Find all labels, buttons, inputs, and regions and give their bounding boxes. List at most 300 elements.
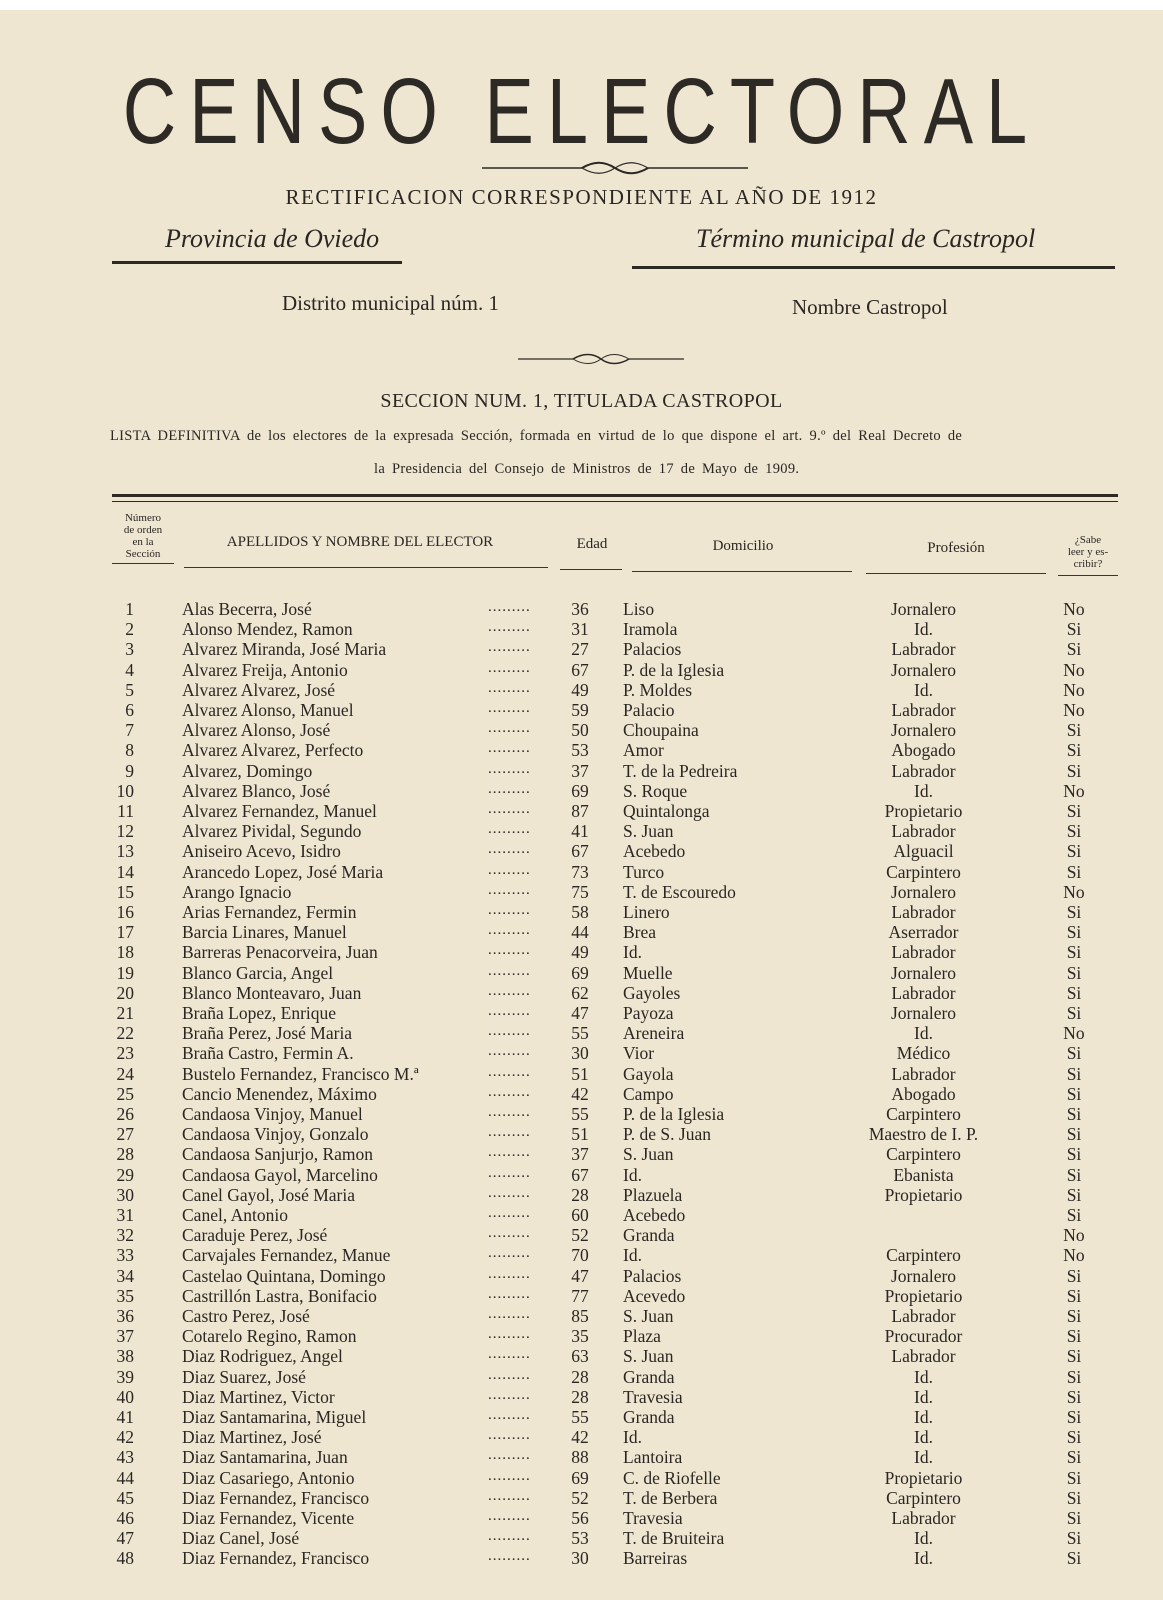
cell-age: 49: [571, 942, 589, 963]
cell-age: 47: [571, 1265, 589, 1286]
cell-dom: Palacios: [623, 639, 682, 660]
header-underline-nombre: [184, 567, 548, 568]
dot-leader: .........: [488, 1083, 531, 1100]
cell-prof: Ebanista: [893, 1164, 954, 1185]
cell-prof: Jornalero: [890, 599, 957, 619]
cell-num: 39: [116, 1366, 134, 1387]
cell-name: Barreras Penacorveira, Juan: [182, 942, 378, 963]
dot-leader: .........: [488, 679, 531, 696]
cell-sabe: Si: [1066, 861, 1082, 882]
provincia-label: Provincia de Oviedo: [165, 224, 380, 253]
cell-prof: Abogado: [891, 740, 956, 761]
cell-age: 28: [571, 1386, 589, 1407]
cell-dom: P. de la Iglesia: [623, 1104, 725, 1124]
cell-prof: Maestro de I. P.: [868, 1124, 979, 1145]
cell-prof: Labrador: [891, 1306, 956, 1326]
cell-num: 47: [116, 1528, 134, 1549]
cell-name: Alonso Mendez, Ramon: [182, 619, 353, 640]
cell-sabe: Si: [1066, 821, 1082, 842]
cell-sabe: Si: [1066, 1306, 1082, 1326]
cell-sabe: No: [1063, 659, 1085, 680]
cell-num: 29: [116, 1164, 134, 1185]
cell-num: 24: [116, 1063, 134, 1084]
cell-num: 46: [116, 1508, 134, 1528]
cell-dom: Travesia: [623, 1508, 683, 1528]
cell-dom: Brea: [623, 922, 657, 943]
header-domicilio: Domicilio: [712, 538, 774, 554]
dot-leader: .........: [488, 1508, 531, 1524]
cell-prof: Jornalero: [890, 659, 957, 680]
cell-age: 53: [571, 740, 589, 761]
cell-sabe: Si: [1066, 801, 1082, 821]
header-underline-edad: [560, 569, 622, 570]
dot-leader: .........: [488, 700, 531, 716]
dot-leader: .........: [488, 881, 531, 898]
cell-sabe: Si: [1066, 1467, 1082, 1488]
cell-prof: Jornalero: [890, 1003, 957, 1023]
table-top-rule-thick: [112, 494, 1118, 497]
cell-dom: Vior: [623, 1043, 655, 1064]
cell-sabe: Si: [1066, 1386, 1082, 1407]
cell-name: Braña Lopez, Enrique: [182, 1003, 337, 1023]
cell-name: Arias Fernandez, Fermin: [182, 902, 357, 922]
cell-sabe: Si: [1066, 1285, 1082, 1306]
dot-leader: .........: [488, 1245, 531, 1262]
cell-name: Arango Ignacio: [182, 881, 292, 902]
dot-leader: .........: [488, 1205, 531, 1221]
cell-name: Diaz Fernandez, Vicente: [182, 1508, 355, 1528]
cell-dom: Choupaina: [623, 720, 699, 741]
cell-num: 21: [116, 1003, 134, 1023]
cell-prof: Labrador: [891, 639, 956, 660]
document-title: CENSO ELECTORAL: [122, 59, 1041, 163]
cell-name: Alvarez, Domingo: [182, 760, 313, 781]
cell-age: 55: [571, 1023, 589, 1044]
cell-num: 40: [116, 1386, 134, 1407]
cell-name: Castrillón Lastra, Bonifacio: [182, 1285, 377, 1306]
cell-age: 67: [571, 659, 589, 680]
cell-age: 62: [571, 982, 589, 1003]
cell-dom: S. Roque: [623, 780, 688, 801]
cell-num: 25: [116, 1083, 134, 1104]
cell-prof: Labrador: [891, 902, 956, 922]
cell-name: Alvarez Miranda, José Maria: [182, 639, 387, 660]
cell-prof: Labrador: [891, 821, 956, 842]
cell-dom: Id.: [623, 1164, 642, 1185]
cell-num: 28: [116, 1144, 134, 1165]
cell-dom: Gayoles: [623, 982, 681, 1003]
cell-num: 6: [125, 700, 134, 720]
cell-name: Barcia Linares, Manuel: [182, 922, 347, 943]
cell-age: 67: [571, 841, 589, 862]
cell-age: 88: [571, 1447, 589, 1468]
cell-num: 14: [116, 861, 134, 882]
cell-name: Diaz Santamarina, Miguel: [182, 1407, 367, 1427]
lista-definitiva-line2: la Presidencia del Consejo de Ministros de 17 de Mayo de 1909.: [374, 461, 800, 477]
cell-dom: Acevedo: [623, 1285, 686, 1306]
cell-prof: Id.: [914, 1407, 933, 1427]
dot-leader: .........: [488, 942, 531, 959]
dot-leader: .........: [488, 1487, 531, 1504]
cell-name: Candaosa Sanjurjo, Ramon: [182, 1144, 374, 1165]
cell-num: 38: [116, 1346, 134, 1367]
cell-age: 85: [571, 1306, 589, 1326]
cell-age: 69: [571, 1467, 589, 1488]
document-subtitle: RECTIFICACION CORRESPONDIENTE AL AÑO DE 1912: [285, 185, 878, 209]
dot-leader: .........: [488, 1306, 531, 1322]
cell-prof: Id.: [914, 780, 933, 801]
cell-sabe: Si: [1066, 1326, 1082, 1347]
cell-prof: Labrador: [891, 1063, 956, 1084]
cell-name: Braña Castro, Fermin A.: [182, 1043, 354, 1064]
seccion-heading: SECCION NUM. 1, TITULADA CASTROPOL: [380, 390, 783, 412]
cell-sabe: Si: [1066, 1184, 1082, 1205]
cell-dom: P. Moldes: [623, 679, 693, 700]
cell-name: Blanco Monteavaro, Juan: [182, 982, 362, 1003]
dot-leader: .........: [488, 1265, 531, 1282]
dot-leader: .........: [488, 780, 531, 797]
section-ornament: [518, 353, 684, 365]
census-page: [0, 10, 1163, 1600]
cell-sabe: Si: [1066, 1164, 1082, 1185]
cell-sabe: Si: [1066, 740, 1082, 761]
cell-dom: S. Juan: [623, 1144, 674, 1165]
cell-prof: Carpintero: [886, 1144, 961, 1165]
cell-dom: Travesia: [623, 1386, 683, 1407]
cell-sabe: Si: [1066, 1366, 1082, 1387]
cell-sabe: Si: [1066, 639, 1082, 660]
cell-num: 12: [116, 821, 134, 842]
cell-prof: Abogado: [891, 1083, 956, 1104]
cell-prof: Procurador: [884, 1326, 963, 1347]
cell-name: Cancio Menendez, Máximo: [182, 1083, 377, 1104]
cell-name: Castro Perez, José: [182, 1306, 310, 1326]
cell-num: 3: [125, 639, 134, 660]
cell-name: Alvarez Alonso, José: [182, 720, 331, 741]
cell-dom: Campo: [623, 1083, 674, 1104]
cell-dom: Palacios: [623, 1265, 682, 1286]
cell-sabe: Si: [1066, 942, 1082, 963]
cell-sabe: Si: [1066, 982, 1082, 1003]
cell-dom: Turco: [623, 861, 665, 882]
cell-age: 55: [571, 1407, 589, 1427]
cell-prof: Id.: [914, 1548, 933, 1569]
cell-age: 69: [571, 962, 589, 983]
header-sabe: ¿Sabe leer y es- cribir?: [1067, 534, 1109, 570]
cell-age: 47: [571, 1003, 589, 1023]
cell-prof: Labrador: [891, 982, 956, 1003]
cell-prof: Carpintero: [886, 1104, 961, 1124]
cell-age: 70: [571, 1245, 589, 1266]
cell-prof: Propietario: [884, 801, 963, 821]
dot-leader: .........: [488, 639, 531, 656]
cell-sabe: No: [1063, 700, 1085, 720]
cell-sabe: Si: [1066, 1124, 1082, 1145]
cell-sabe: Si: [1066, 1104, 1082, 1124]
cell-num: 1: [125, 599, 134, 619]
cell-sabe: Si: [1066, 1508, 1082, 1528]
cell-num: 26: [116, 1104, 134, 1124]
cell-prof: Labrador: [891, 1508, 956, 1528]
cell-dom: Palacio: [623, 700, 675, 720]
cell-age: 35: [571, 1326, 589, 1347]
cell-name: Diaz Suarez, José: [182, 1366, 306, 1387]
dot-leader: .........: [488, 1346, 531, 1363]
cell-dom: Linero: [623, 902, 670, 922]
cell-sabe: Si: [1066, 922, 1082, 943]
cell-num: 10: [116, 780, 134, 801]
dot-leader: .........: [488, 902, 531, 918]
cell-name: Diaz Fernandez, Francisco: [182, 1487, 370, 1508]
cell-num: 22: [116, 1023, 134, 1044]
dot-leader: .........: [488, 841, 531, 858]
cell-age: 63: [571, 1346, 589, 1367]
cell-dom: Id.: [623, 942, 642, 963]
cell-sabe: Si: [1066, 1003, 1082, 1023]
table-top-rule-thin: [112, 501, 1118, 502]
cell-prof: Jornalero: [890, 881, 957, 902]
cell-sabe: Si: [1066, 1407, 1082, 1427]
cell-name: Diaz Martinez, Victor: [182, 1386, 335, 1407]
cell-age: 27: [571, 639, 589, 660]
cell-dom: Liso: [623, 599, 655, 619]
cell-dom: Granda: [623, 1407, 675, 1427]
dot-leader: .........: [488, 861, 531, 878]
cell-num: 41: [116, 1407, 134, 1427]
cell-age: 77: [571, 1285, 589, 1306]
cell-sabe: Si: [1066, 1528, 1082, 1549]
cell-dom: Payoza: [623, 1003, 674, 1023]
cell-name: Candaosa Vinjoy, Manuel: [182, 1104, 363, 1124]
cell-prof: Jornalero: [890, 1265, 957, 1286]
cell-sabe: Si: [1066, 902, 1082, 922]
cell-prof: Id.: [914, 1366, 933, 1387]
cell-name: Alvarez Alvarez, José: [182, 679, 336, 700]
dot-leader: .........: [488, 1023, 531, 1040]
cell-num: 44: [116, 1467, 134, 1488]
dot-leader: .........: [488, 821, 531, 838]
cell-age: 52: [571, 1225, 589, 1246]
cell-prof: Propietario: [884, 1467, 963, 1488]
dot-leader: .........: [488, 760, 531, 777]
header-underline-sabe: [1058, 575, 1118, 576]
cell-age: 28: [571, 1366, 589, 1387]
cell-num: 8: [125, 740, 134, 761]
dot-leader: .........: [488, 1104, 531, 1120]
cell-num: 35: [116, 1285, 134, 1306]
cell-age: 51: [571, 1124, 589, 1145]
cell-sabe: Si: [1066, 1083, 1082, 1104]
dot-leader: .........: [488, 982, 531, 999]
dot-leader: .........: [488, 1164, 531, 1181]
cell-num: 15: [116, 881, 134, 902]
cell-name: Caraduje Perez, José: [182, 1225, 328, 1246]
cell-prof: Id.: [914, 1386, 933, 1407]
lista-definitiva-line1: LISTA DEFINITIVA de los electores de la expresada Sección, formada en virtud de lo que dispone el art. 9.º del Real Decreto de: [110, 428, 963, 444]
dot-leader: .........: [488, 1447, 531, 1464]
dot-leader: .........: [488, 1003, 531, 1019]
cell-dom: S. Juan: [623, 821, 674, 842]
cell-sabe: No: [1063, 679, 1085, 700]
cell-age: 30: [571, 1548, 589, 1569]
cell-sabe: Si: [1066, 1265, 1082, 1286]
cell-age: 41: [571, 821, 589, 842]
dot-leader: .........: [488, 1326, 531, 1343]
dot-leader: .........: [488, 1386, 531, 1403]
cell-sabe: Si: [1066, 1063, 1082, 1084]
cell-dom: P. de S. Juan: [623, 1124, 711, 1145]
cell-dom: Granda: [623, 1366, 675, 1387]
cell-prof: Id.: [914, 619, 933, 640]
cell-name: Diaz Santamarina, Juan: [182, 1447, 348, 1468]
cell-age: 52: [571, 1487, 589, 1508]
cell-sabe: Si: [1066, 1548, 1082, 1569]
cell-dom: Lantoira: [623, 1447, 683, 1468]
cell-prof: Propietario: [884, 1285, 963, 1306]
cell-num: 31: [116, 1205, 134, 1225]
dot-leader: .........: [488, 1548, 531, 1565]
cell-age: 42: [571, 1427, 589, 1448]
cell-dom: Id.: [623, 1427, 642, 1448]
cell-prof: Id.: [914, 679, 933, 700]
provincia-rule: [112, 261, 402, 264]
cell-age: 49: [571, 679, 589, 700]
cell-dom: Id.: [623, 1245, 642, 1266]
cell-age: 67: [571, 1164, 589, 1185]
cell-sabe: Si: [1066, 962, 1082, 983]
cell-age: 50: [571, 720, 589, 741]
cell-age: 28: [571, 1184, 589, 1205]
dot-leader: .........: [488, 599, 531, 615]
cell-prof: Carpintero: [886, 1245, 961, 1266]
cell-sabe: Si: [1066, 720, 1082, 741]
cell-sabe: Si: [1066, 841, 1082, 862]
cell-name: Candaosa Vinjoy, Gonzalo: [182, 1124, 369, 1145]
dot-leader: .........: [488, 1366, 531, 1383]
cell-num: 42: [116, 1427, 134, 1448]
cell-name: Blanco Garcia, Angel: [182, 962, 334, 983]
cell-name: Diaz Casariego, Antonio: [182, 1467, 355, 1488]
cell-age: 69: [571, 780, 589, 801]
header-edad: Edad: [576, 536, 608, 552]
cell-age: 87: [571, 801, 589, 821]
cell-sabe: No: [1063, 1023, 1085, 1044]
dot-leader: .........: [488, 1467, 531, 1484]
cell-sabe: Si: [1066, 760, 1082, 781]
cell-num: 23: [116, 1043, 134, 1064]
cell-name: Alas Becerra, José: [182, 599, 312, 619]
cell-num: 43: [116, 1447, 134, 1468]
cell-name: Alvarez Alonso, Manuel: [182, 700, 354, 720]
cell-name: Carvajales Fernandez, Manue: [182, 1245, 391, 1266]
cell-prof: Labrador: [891, 942, 956, 963]
dot-leader: .........: [488, 1407, 531, 1423]
cell-sabe: Si: [1066, 1447, 1082, 1468]
cell-dom: S. Juan: [623, 1306, 674, 1326]
cell-num: 45: [116, 1487, 134, 1508]
cell-prof: Aserrador: [888, 922, 959, 943]
cell-dom: Quintalonga: [623, 801, 710, 821]
dot-leader: .........: [488, 1063, 531, 1080]
cell-name: Alvarez Fernandez, Manuel: [182, 801, 377, 821]
cell-name: Alvarez Alvarez, Perfecto: [182, 740, 364, 761]
cell-name: Diaz Fernandez, Francisco: [182, 1548, 370, 1569]
cell-num: 5: [125, 679, 134, 700]
cell-num: 37: [116, 1326, 134, 1347]
cell-age: 36: [571, 599, 589, 619]
cell-name: Alvarez Blanco, José: [182, 780, 331, 801]
cell-dom: P. de la Iglesia: [623, 659, 725, 680]
cell-sabe: Si: [1066, 1205, 1082, 1225]
cell-prof: Id.: [914, 1023, 933, 1044]
cell-num: 48: [116, 1548, 134, 1569]
cell-name: Diaz Rodriguez, Angel: [182, 1346, 343, 1367]
cell-sabe: Si: [1066, 1346, 1082, 1367]
cell-dom: Amor: [623, 740, 664, 761]
cell-name: Diaz Canel, José: [182, 1528, 300, 1549]
cell-dom: Plazuela: [623, 1184, 683, 1205]
dot-leader: .........: [488, 720, 531, 737]
cell-age: 44: [571, 922, 589, 943]
dot-leader: .........: [488, 619, 531, 636]
cell-num: 17: [116, 922, 134, 943]
cell-age: 60: [571, 1205, 589, 1225]
dot-leader: .........: [488, 1043, 531, 1060]
cell-num: 30: [116, 1184, 134, 1205]
cell-name: Cotarelo Regino, Ramon: [182, 1326, 357, 1347]
dot-leader: .........: [488, 1427, 531, 1444]
dot-leader: .........: [488, 1184, 531, 1201]
cell-sabe: Si: [1066, 1043, 1082, 1064]
cell-name: Arancedo Lopez, José Maria: [182, 861, 384, 882]
cell-prof: Carpintero: [886, 861, 961, 882]
dot-leader: .........: [488, 1285, 531, 1302]
cell-age: 53: [571, 1528, 589, 1549]
dot-leader: .........: [488, 1528, 531, 1545]
header-underline-numero: [112, 563, 174, 564]
cell-sabe: Si: [1066, 619, 1082, 640]
dot-leader: .........: [488, 740, 531, 757]
cell-prof: Jornalero: [890, 720, 957, 741]
dot-leader: .........: [488, 659, 531, 676]
cell-age: 30: [571, 1043, 589, 1064]
dot-leader: .........: [488, 1225, 531, 1242]
cell-prof: Labrador: [891, 1346, 956, 1367]
cell-prof: Alguacil: [893, 841, 954, 862]
cell-num: 19: [116, 962, 134, 983]
cell-num: 33: [116, 1245, 134, 1266]
cell-prof: Id.: [914, 1528, 933, 1549]
cell-age: 58: [571, 902, 589, 922]
cell-dom: Acebedo: [623, 1205, 686, 1225]
cell-prof: Labrador: [891, 760, 956, 781]
cell-age: 73: [571, 861, 589, 882]
cell-num: 16: [116, 902, 134, 922]
cell-dom: Muelle: [623, 962, 673, 983]
cell-prof: Id.: [914, 1447, 933, 1468]
title-ornament: [482, 160, 748, 176]
cell-num: 18: [116, 942, 134, 963]
cell-num: 32: [116, 1225, 134, 1246]
cell-dom: Plaza: [623, 1326, 661, 1347]
cell-dom: Barreiras: [623, 1548, 688, 1569]
cell-name: Castelao Quintana, Domingo: [182, 1265, 386, 1286]
cell-dom: T. de Escouredo: [623, 881, 736, 902]
cell-dom: T. de Berbera: [623, 1487, 718, 1508]
dot-leader: .........: [488, 962, 531, 979]
cell-name: Diaz Martinez, José: [182, 1427, 322, 1448]
cell-num: 9: [125, 760, 134, 781]
